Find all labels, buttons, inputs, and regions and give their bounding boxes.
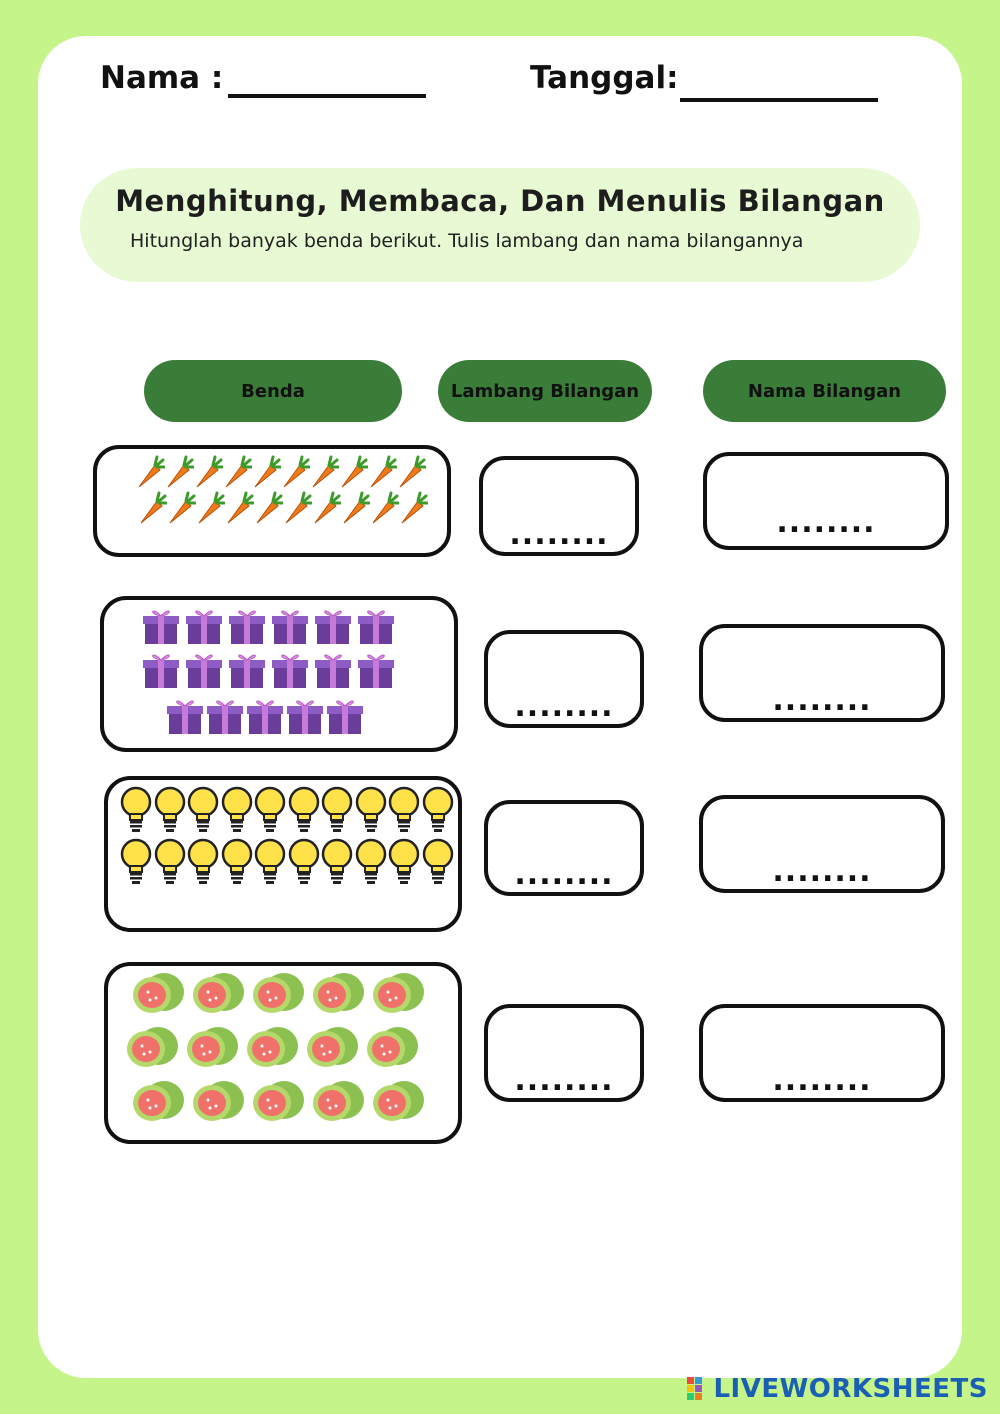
symbol-blank-2: ........ [514, 689, 614, 724]
worksheet-title: Menghitung, Membaca, Dan Menulis Bilangan [115, 184, 885, 218]
light-bulb-icon [254, 786, 286, 834]
guava-icon [370, 1078, 426, 1124]
guava-icon [244, 1024, 300, 1070]
carrot-icon [398, 491, 428, 525]
guava-icon [364, 1024, 420, 1070]
carrot-icon [367, 455, 397, 489]
carrot-icon [369, 491, 399, 525]
guava-icon [370, 970, 426, 1016]
carrot-icon [280, 455, 310, 489]
gift-box-icon [206, 696, 244, 736]
guava-icon [130, 970, 186, 1016]
gift-box-icon [142, 650, 180, 690]
carrot-icon [224, 491, 254, 525]
gift-box-icon [271, 650, 309, 690]
symbol-answer-box-2[interactable] [484, 630, 644, 728]
light-bulb-icon [187, 786, 219, 834]
date-label: Tanggal: [530, 60, 679, 96]
light-bulb-icon [388, 786, 420, 834]
date-field[interactable] [680, 98, 878, 102]
gift-box-icon [228, 650, 266, 690]
carrot-icon [135, 455, 165, 489]
name-blank-3: ........ [772, 854, 872, 889]
carrot-group-box [93, 445, 451, 557]
carrot-icon [340, 491, 370, 525]
name-blank-2: ........ [772, 683, 872, 718]
guava-icon [130, 1078, 186, 1124]
light-bulb-icon [388, 838, 420, 886]
guava-icon [190, 1078, 246, 1124]
gift-box-icon [228, 606, 266, 646]
carrot-icon [282, 491, 312, 525]
symbol-blank-4: ........ [514, 1063, 614, 1098]
carrot-icon [253, 491, 283, 525]
carrot-icon [309, 455, 339, 489]
name-answer-box-2[interactable] [699, 624, 945, 722]
carrot-icon [396, 455, 426, 489]
worksheet-instructions: Hitunglah banyak benda berikut. Tulis lambang dan nama bilangannya [130, 230, 804, 252]
light-bulb-icon [254, 838, 286, 886]
name-blank-1: ........ [776, 505, 876, 540]
name-blank-4: ........ [772, 1063, 872, 1098]
light-bulb-icon [187, 838, 219, 886]
gift-box-icon [314, 606, 352, 646]
light-bulb-icon [221, 786, 253, 834]
gift-box-icon [142, 606, 180, 646]
light-bulb-icon [355, 786, 387, 834]
carrot-icon [338, 455, 368, 489]
light-bulb-icon [120, 838, 152, 886]
name-field[interactable] [228, 94, 426, 98]
light-bulb-icon [422, 838, 454, 886]
gift-group-box [100, 596, 458, 752]
guava-icon [310, 970, 366, 1016]
watermark-text: LIVEWORKSHEETS [713, 1374, 988, 1404]
light-bulb-icon [154, 786, 186, 834]
guava-icon [250, 970, 306, 1016]
gift-box-icon [357, 606, 395, 646]
liveworksheets-watermark [687, 1374, 988, 1404]
name-answer-box-3[interactable] [699, 795, 945, 893]
guava-icon [124, 1024, 180, 1070]
name-answer-box-1[interactable] [703, 452, 949, 550]
gift-box-icon [185, 606, 223, 646]
guava-icon [190, 970, 246, 1016]
liveworksheets-logo-icon [687, 1377, 709, 1401]
gift-box-icon [314, 650, 352, 690]
carrot-icon [166, 491, 196, 525]
carrot-icon [195, 491, 225, 525]
symbol-blank-3: ........ [514, 857, 614, 892]
symbol-answer-box-4[interactable] [484, 1004, 644, 1102]
column-header-symbol: Lambang Bilangan [438, 360, 652, 422]
gift-box-icon [166, 696, 204, 736]
carrot-icon [222, 455, 252, 489]
symbol-answer-box-3[interactable] [484, 800, 644, 896]
gift-box-icon [185, 650, 223, 690]
column-header-name: Nama Bilangan [703, 360, 946, 422]
light-bulb-icon [221, 838, 253, 886]
light-bulb-icon [120, 786, 152, 834]
guava-icon [184, 1024, 240, 1070]
guava-icon [304, 1024, 360, 1070]
name-label: Nama : [100, 60, 224, 96]
light-bulb-icon [288, 786, 320, 834]
carrot-icon [311, 491, 341, 525]
gift-box-icon [357, 650, 395, 690]
name-answer-box-4[interactable] [699, 1004, 945, 1102]
light-bulb-icon [154, 838, 186, 886]
symbol-answer-box-1[interactable] [479, 456, 639, 556]
gift-box-icon [271, 606, 309, 646]
guava-icon [310, 1078, 366, 1124]
carrot-icon [137, 491, 167, 525]
light-bulb-icon [321, 838, 353, 886]
light-bulb-icon [321, 786, 353, 834]
guava-icon [250, 1078, 306, 1124]
gift-box-icon [246, 696, 284, 736]
light-bulb-icon [355, 838, 387, 886]
carrot-icon [251, 455, 281, 489]
light-bulb-icon [288, 838, 320, 886]
gift-box-icon [326, 696, 364, 736]
carrot-icon [164, 455, 194, 489]
symbol-blank-1: ........ [509, 517, 609, 552]
carrot-icon [193, 455, 223, 489]
column-header-objects: Benda [144, 360, 402, 422]
bulb-group-box [104, 776, 462, 932]
light-bulb-icon [422, 786, 454, 834]
guava-group-box [104, 962, 462, 1144]
gift-box-icon [286, 696, 324, 736]
